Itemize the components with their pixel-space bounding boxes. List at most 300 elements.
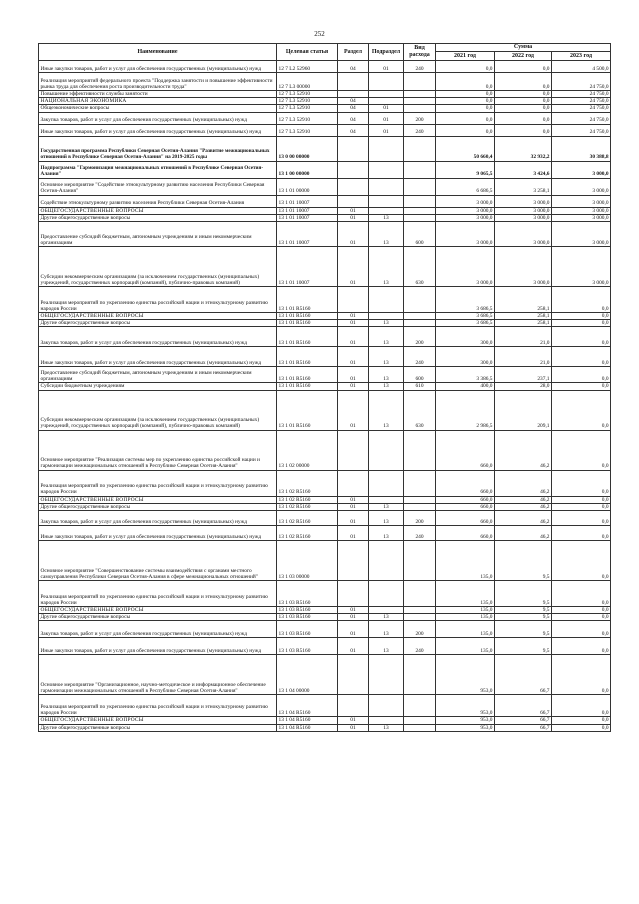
row-expense-type [404,496,436,503]
row-sum-2022: 258,1 [495,313,552,320]
row-expense-type [404,320,436,327]
row-sum-2022: 21,0 [495,327,552,347]
row-subsection [369,98,404,105]
row-sum-2021: 0,0 [436,98,495,105]
table-row [39,313,611,320]
table-row [39,541,611,581]
row-name: Реализация мероприятий по укреплению единства российской нации и этнокультурному развитию народов России [39,695,277,717]
row-target-article: 12 7 L3 52910 [277,124,338,136]
row-section [338,161,369,178]
row-sum-2021: 135,0 [436,581,495,607]
table-row [39,655,611,695]
table-header [39,44,611,61]
row-sum-2022: 66,7 [495,724,552,731]
table-row [39,112,611,124]
row-target-article: 13 1 01 10007 [277,207,338,214]
row-section [338,695,369,717]
row-name: Предоставление субсидий бюджетным, автономным учреждениям и иным некоммерческим организациям [39,367,277,383]
row-name: Другие общегосударственные вопросы [39,320,277,327]
table-row [39,91,611,98]
row-section: 01 [338,496,369,503]
row-sum-2022: 9,5 [495,607,552,614]
row-target-article: 13 1 04 R5160 [277,724,338,731]
row-sum-2023: 3 000,0 [552,207,611,214]
row-target-article: 13 1 01 R5160 [277,383,338,390]
table-row [39,124,611,136]
row-target-article: 13 1 00 00000 [277,161,338,178]
row-subsection [369,287,404,313]
row-name: Реализация мероприятий по укреплению единства российской нации и этнокультурному развитию народов России [39,470,277,496]
row-expense-type [404,91,436,98]
row-sum-2022: 21,0 [495,347,552,367]
row-section [338,91,369,98]
row-target-article: 13 1 02 R5160 [277,470,338,496]
row-expense-type [404,287,436,313]
row-subsection: 01 [369,124,404,136]
row-expense-type [404,717,436,724]
row-subsection: 01 [369,112,404,124]
row-sum-2023: 24 750,0 [552,124,611,136]
row-sum-2023: 0,0 [552,614,611,621]
row-target-article: 13 1 01 10007 [277,214,338,221]
row-section [338,195,369,207]
row-subsection: 13 [369,503,404,510]
row-sum-2023: 0,0 [552,503,611,510]
row-section: 01 [338,724,369,731]
header-target-article: Целевая статья [277,44,338,61]
row-name: Другие общегосударственные вопросы [39,503,277,510]
row-sum-2021: 300,0 [436,347,495,367]
row-subsection: 13 [369,222,404,247]
row-subsection: 13 [369,367,404,383]
table-row [39,347,611,367]
row-section: 04 [338,124,369,136]
row-sum-2022: 46,2 [495,503,552,510]
row-name: ОБЩЕГОСУДАРСТВЕННЫЕ ВОПРОСЫ [39,717,277,724]
table-row [39,214,611,221]
row-expense-type: 240 [404,526,436,541]
row-expense-type [404,98,436,105]
row-sum-2021: 0,0 [436,61,495,73]
row-subsection [369,541,404,581]
row-subsection [369,581,404,607]
header-year-2022: 2022 год [495,52,552,61]
row-subsection: 13 [369,511,404,526]
row-sum-2021: 3 686,5 [436,320,495,327]
row-sum-2021: 3 686,5 [436,287,495,313]
row-sum-2023: 0,0 [552,581,611,607]
row-target-article: 13 1 03 R5160 [277,638,338,655]
row-sum-2023: 24 750,0 [552,112,611,124]
table-row [39,607,611,614]
row-expense-type [404,313,436,320]
table-row [39,98,611,105]
row-name: Другие общегосударственные вопросы [39,614,277,621]
row-target-article: 13 1 01 10007 [277,247,338,287]
row-sum-2022: 0,0 [495,91,552,98]
row-name: Основное мероприятие "Реализация системы мер по укреплению единства российской нации и гармонизации межнациональных отношений в Республике Северная Осетия-Алания" [39,430,277,470]
table-row [39,430,611,470]
row-sum-2022: 0,0 [495,98,552,105]
table-row [39,105,611,112]
header-expense-type: Вид расхода [404,44,436,61]
row-expense-type [404,136,436,161]
row-expense-type [404,470,436,496]
row-sum-2022: 46,2 [495,526,552,541]
row-sum-2022: 237,1 [495,367,552,383]
row-sum-2023: 0,0 [552,717,611,724]
row-section [338,430,369,470]
row-name: Иные закупки товаров, работ и услуг для обеспечения государственных (муниципальных) нужд [39,526,277,541]
row-section: 01 [338,207,369,214]
row-sum-2021: 3 000,0 [436,195,495,207]
row-sum-2023: 0,0 [552,511,611,526]
row-sum-2021: 300,0 [436,327,495,347]
row-subsection: 13 [369,214,404,221]
row-name: Повышение эффективности службы занятости [39,91,277,98]
row-target-article: 13 1 01 R5160 [277,347,338,367]
row-sum-2021: 400,0 [436,383,495,390]
table-row [39,222,611,247]
row-expense-type [404,207,436,214]
table-row [39,136,611,161]
row-name: ОБЩЕГОСУДАРСТВЕННЫЕ ВОПРОСЫ [39,496,277,503]
row-subsection [369,430,404,470]
row-subsection: 13 [369,320,404,327]
row-sum-2021: 660,0 [436,470,495,496]
row-expense-type [404,695,436,717]
row-sum-2021: 135,0 [436,621,495,638]
row-target-article: 13 1 01 R5160 [277,320,338,327]
row-section: 04 [338,98,369,105]
row-target-article: 13 1 01 10007 [277,195,338,207]
row-name: ОБЩЕГОСУДАРСТВЕННЫЕ ВОПРОСЫ [39,607,277,614]
table-row [39,503,611,510]
row-expense-type: 610 [404,383,436,390]
row-sum-2021: 660,0 [436,503,495,510]
row-section: 01 [338,511,369,526]
row-target-article: 13 0 00 00000 [277,136,338,161]
row-sum-2022: 258,1 [495,287,552,313]
row-name: Субсидии некоммерческим организациям (за исключением государственных (муниципальных) учреждений, государственных корпораций (компаний), публично-правовых компаний) [39,390,277,430]
header-sum: Сумма [436,44,611,52]
table-row [39,327,611,347]
row-target-article: 13 1 03 R5160 [277,581,338,607]
row-sum-2023: 3 000,0 [552,222,611,247]
row-sum-2021: 135,0 [436,614,495,621]
row-name: Основное мероприятие "Организационное, научно-методическое и информационное обеспечение гармонизации межнациональных отношений в Республике Северная Осетия-Алания" [39,655,277,695]
row-name: Субсидии бюджетным учреждениям [39,383,277,390]
row-target-article: 13 1 04 00000 [277,655,338,695]
row-subsection [369,207,404,214]
row-target-article: 12 7 L3 00000 [277,73,338,91]
row-sum-2021: 2 986,5 [436,390,495,430]
row-sum-2021: 660,0 [436,511,495,526]
row-expense-type: 200 [404,327,436,347]
row-sum-2021: 6 686,5 [436,178,495,195]
row-sum-2023: 0,0 [552,621,611,638]
row-target-article: 13 1 03 R5160 [277,607,338,614]
row-subsection [369,91,404,98]
table-row [39,247,611,287]
row-subsection: 13 [369,247,404,287]
row-subsection [369,470,404,496]
row-sum-2022: 0,0 [495,105,552,112]
row-expense-type [404,581,436,607]
row-section: 01 [338,247,369,287]
row-name: Иные закупки товаров, работ и услуг для обеспечения государственных (муниципальных) нужд [39,124,277,136]
row-target-article: 13 1 02 R5160 [277,526,338,541]
table-row [39,320,611,327]
row-sum-2023: 0,0 [552,327,611,347]
table-row [39,73,611,91]
row-sum-2022: 9,5 [495,621,552,638]
row-name: Реализация мероприятий федерального проекта "Поддержка занятости и повышение эффективности рынка труда для обеспечения роста производительности труда" [39,73,277,91]
table-row [39,390,611,430]
row-sum-2023: 24 750,0 [552,91,611,98]
row-expense-type [404,430,436,470]
row-sum-2023: 3 000,0 [552,195,611,207]
row-expense-type [404,614,436,621]
row-sum-2021: 135,0 [436,541,495,581]
row-section: 01 [338,638,369,655]
row-target-article: 12 7 L3 52910 [277,112,338,124]
row-sum-2023: 0,0 [552,526,611,541]
row-sum-2023: 0,0 [552,655,611,695]
row-expense-type [404,541,436,581]
row-sum-2021: 953,0 [436,655,495,695]
row-section [338,470,369,496]
row-expense-type: 200 [404,112,436,124]
row-expense-type [404,161,436,178]
row-sum-2023: 0,0 [552,347,611,367]
row-sum-2022: 258,1 [495,320,552,327]
row-sum-2021: 0,0 [436,112,495,124]
row-name: Основное мероприятие "Содействие этнокультурному развитию населения Республики Северная Осетия-Алания" [39,178,277,195]
row-sum-2021: 3 686,5 [436,313,495,320]
header-year-2021: 2021 год [436,52,495,61]
table-row [39,638,611,655]
row-name: ОБЩЕГОСУДАРСТВЕННЫЕ ВОПРОСЫ [39,207,277,214]
row-sum-2022: 3 000,0 [495,222,552,247]
row-subsection: 13 [369,638,404,655]
row-sum-2022: 3 000,0 [495,195,552,207]
row-section [338,581,369,607]
header-year-2023: 2023 год [552,52,611,61]
row-sum-2023: 0,0 [552,430,611,470]
row-target-article: 13 1 01 R5160 [277,390,338,430]
row-section: 01 [338,383,369,390]
budget-table [38,43,611,732]
row-sum-2023: 0,0 [552,383,611,390]
row-sum-2022: 9,5 [495,541,552,581]
row-expense-type: 630 [404,247,436,287]
row-sum-2022: 46,2 [495,496,552,503]
row-name: НАЦИОНАЛЬНАЯ ЭКОНОМИКА [39,98,277,105]
row-subsection [369,717,404,724]
row-sum-2021: 9 065,5 [436,161,495,178]
row-sum-2023: 0,0 [552,390,611,430]
row-sum-2022: 3 424,6 [495,161,552,178]
row-sum-2023: 3 000,0 [552,247,611,287]
row-sum-2022: 0,0 [495,73,552,91]
row-sum-2022: 66,7 [495,695,552,717]
row-name: Закупка товаров, работ и услуг для обеспечения государственных (муниципальных) нужд [39,112,277,124]
row-name: Общеэкономические вопросы [39,105,277,112]
row-sum-2021: 953,0 [436,724,495,731]
row-sum-2023: 0,0 [552,638,611,655]
row-sum-2022: 66,7 [495,655,552,695]
row-subsection: 13 [369,327,404,347]
row-subsection [369,655,404,695]
row-section: 01 [338,607,369,614]
row-target-article: 13 1 02 R5160 [277,503,338,510]
row-sum-2021: 3 000,0 [436,222,495,247]
row-target-article: 13 1 01 R5160 [277,313,338,320]
row-section: 04 [338,61,369,73]
row-subsection: 01 [369,61,404,73]
row-sum-2021: 0,0 [436,91,495,98]
row-sum-2021: 660,0 [436,430,495,470]
row-subsection [369,313,404,320]
row-subsection [369,496,404,503]
row-subsection: 13 [369,390,404,430]
row-expense-type: 240 [404,347,436,367]
row-expense-type: 200 [404,511,436,526]
row-sum-2023: 24 750,0 [552,98,611,105]
row-target-article: 13 1 01 10007 [277,222,338,247]
row-name: Закупка товаров, работ и услуг для обеспечения государственных (муниципальных) нужд [39,327,277,347]
row-section [338,655,369,695]
row-sum-2023: 24 750,0 [552,73,611,91]
row-subsection: 13 [369,614,404,621]
row-sum-2023: 3 000,0 [552,178,611,195]
row-subsection [369,195,404,207]
table-row [39,287,611,313]
row-target-article: 12 7 L3 52910 [277,91,338,98]
row-sum-2022: 3 000,0 [495,214,552,221]
row-section: 04 [338,112,369,124]
row-subsection [369,695,404,717]
row-subsection: 13 [369,383,404,390]
row-expense-type [404,503,436,510]
table-row [39,526,611,541]
row-name: Закупка товаров, работ и услуг для обеспечения государственных (муниципальных) нужд [39,621,277,638]
row-section: 01 [338,313,369,320]
table-row [39,367,611,383]
row-target-article: 13 1 02 R5160 [277,496,338,503]
row-sum-2021: 953,0 [436,695,495,717]
row-sum-2022: 3 000,0 [495,207,552,214]
row-expense-type [404,214,436,221]
row-sum-2023: 30 388,8 [552,136,611,161]
row-sum-2022: 32 932,2 [495,136,552,161]
table-row [39,470,611,496]
header-name: Наименование [39,44,277,61]
row-sum-2021: 3 000,0 [436,214,495,221]
header-section: Раздел [338,44,369,61]
row-subsection: 13 [369,526,404,541]
row-section: 01 [338,614,369,621]
row-name: Содействие этнокультурному развитию населения Республики Северная Осетия-Алания [39,195,277,207]
row-section [338,541,369,581]
row-expense-type [404,105,436,112]
row-section: 01 [338,526,369,541]
table-row [39,724,611,731]
row-section [338,178,369,195]
row-subsection [369,161,404,178]
row-target-article: 13 1 03 00000 [277,541,338,581]
table-row [39,511,611,526]
table-row [39,496,611,503]
row-sum-2022: 3 000,0 [495,247,552,287]
row-name: Реализация мероприятий по укреплению единства российской нации и этнокультурному развитию народов России [39,287,277,313]
row-name: Государственная программа Республики Северная Осетия-Алания "Развитие межнациональных отношений в Республике Северная Осетия-Алания" на 2019-2025 годы [39,136,277,161]
row-expense-type [404,655,436,695]
row-name: Иные закупки товаров, работ и услуг для обеспечения государственных (муниципальных) нужд [39,638,277,655]
row-section: 01 [338,347,369,367]
row-sum-2023: 0,0 [552,313,611,320]
row-section: 01 [338,327,369,347]
row-sum-2022: 46,2 [495,511,552,526]
row-name: Иные закупки товаров, работ и услуг для обеспечения государственных (муниципальных) нужд [39,347,277,367]
row-subsection: 13 [369,621,404,638]
row-section: 01 [338,367,369,383]
row-section: 01 [338,214,369,221]
table-row [39,207,611,214]
header-subsection: Подраздел [369,44,404,61]
row-sum-2021: 660,0 [436,526,495,541]
row-name: Реализация мероприятий по укреплению единства российской нации и этнокультурному развитию народов России [39,581,277,607]
row-sum-2022: 9,5 [495,614,552,621]
row-name: Основное мероприятие "Совершенствование системы взаимодействия с органами местного самоуправления Республики Северная Осетия-Алания в сфере межнациональных отношений" [39,541,277,581]
row-sum-2022: 0,0 [495,61,552,73]
row-subsection [369,178,404,195]
row-sum-2021: 135,0 [436,607,495,614]
row-sum-2021: 3 386,5 [436,367,495,383]
row-subsection: 13 [369,347,404,367]
table-row [39,717,611,724]
row-expense-type [404,607,436,614]
row-sum-2023: 24 750,0 [552,105,611,112]
row-sum-2022: 46,2 [495,430,552,470]
row-name: Предоставление субсидий бюджетным, автономным учреждениям и иным некоммерческим организациям [39,222,277,247]
table-row [39,178,611,195]
row-section: 01 [338,222,369,247]
row-sum-2023: 0,0 [552,724,611,731]
row-name: ОБЩЕГОСУДАРСТВЕННЫЕ ВОПРОСЫ [39,313,277,320]
row-expense-type [404,178,436,195]
row-sum-2023: 0,0 [552,541,611,581]
table-row [39,581,611,607]
row-sum-2023: 0,0 [552,287,611,313]
row-name: Другие общегосударственные вопросы [39,214,277,221]
row-target-article: 13 1 01 R5160 [277,287,338,313]
row-sum-2023: 4 500,0 [552,61,611,73]
row-section [338,136,369,161]
row-sum-2022: 3 258,1 [495,178,552,195]
row-name: Субсидии некоммерческим организациям (за исключением государственных (муниципальных) учреждений, государственных корпораций (компаний), публично-правовых компаний) [39,247,277,287]
row-sum-2023: 0,0 [552,607,611,614]
row-subsection: 01 [369,105,404,112]
row-sum-2022: 209,1 [495,390,552,430]
row-sum-2023: 0,0 [552,695,611,717]
table-body [39,61,611,732]
row-section [338,287,369,313]
row-target-article: 12 7 L2 52960 [277,61,338,73]
row-target-article: 13 1 01 R5160 [277,327,338,347]
row-subsection [369,607,404,614]
